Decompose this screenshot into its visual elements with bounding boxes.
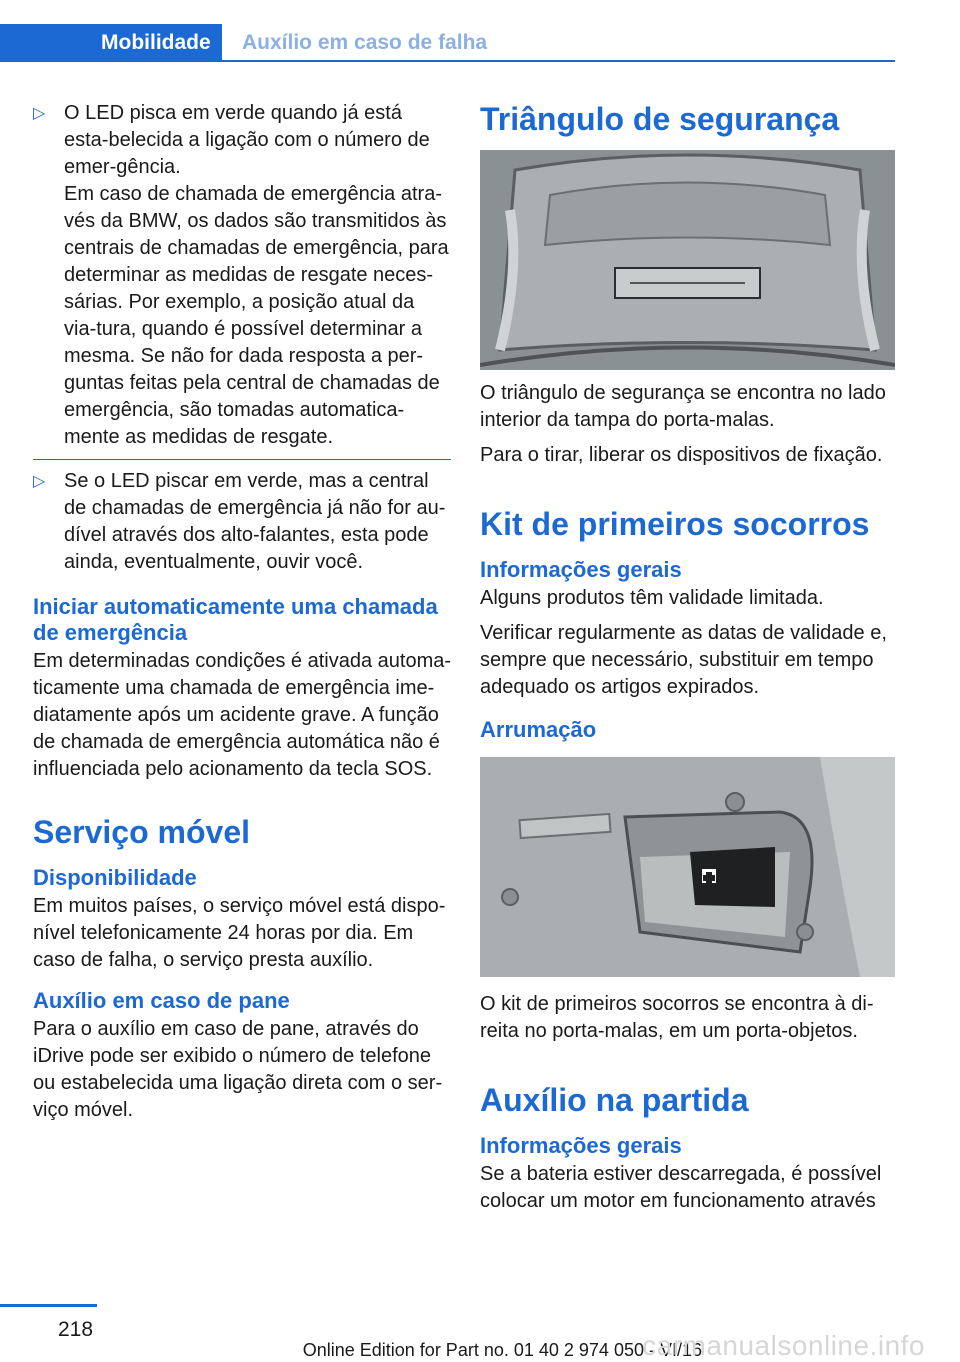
firstaid-text-1: Alguns produtos têm validade limitada. bbox=[480, 587, 824, 609]
breakdown-text: Para o auxílio em caso de pane, através do iDrive pode ser exibido o número de telefone ou estabelecida uma ligação direta com o ser-viço móvel. bbox=[33, 1018, 443, 1121]
trunk-firstaid-kit-image bbox=[480, 757, 895, 977]
left-column bbox=[33, 100, 451, 1124]
page-header bbox=[0, 24, 895, 62]
bullet-paragraph: O LED pisca em verde quando já está esta-belecida a ligação com o número de emer-gência. bbox=[64, 102, 430, 178]
edition-text: Online Edition for Part no. 01 40 2 974 050 - VI/16 bbox=[302, 1340, 702, 1360]
page-number: 218 bbox=[58, 1318, 94, 1341]
availability-heading: Disponibilidade bbox=[33, 865, 197, 890]
auto-call-heading: Iniciar automaticamente uma chamada de emergência bbox=[33, 594, 438, 645]
storage-text: O kit de primeiros socorros se encontra à di-reita no porta-malas, em um porta-objetos. bbox=[480, 993, 874, 1042]
jumpstart-info-heading: Informações gerais bbox=[480, 1133, 682, 1158]
mobile-service-title: Serviço móvel bbox=[33, 814, 250, 850]
triangle-bullet-icon: ▷ bbox=[33, 105, 46, 122]
breakdown-heading: Auxílio em caso de pane bbox=[33, 988, 290, 1013]
auto-call-text: Em determinadas condições é ativada automa-ticamente uma chamada de emergência ime-diatamente após um acidente grave. A função de chamada de emergência automática não é influenciada pelo acionamento da tecla SOS. bbox=[33, 650, 452, 780]
triangle-bullet-icon: ▷ bbox=[33, 473, 46, 490]
bullet-item bbox=[33, 468, 451, 576]
footer-rule bbox=[0, 1304, 97, 1307]
subsection-tab[interactable]: Auxílio em caso de falha bbox=[242, 31, 488, 54]
header-rule bbox=[222, 60, 895, 62]
general-info-heading: Informações gerais bbox=[480, 557, 682, 582]
right-column bbox=[480, 100, 895, 1215]
storage-heading: Arrumação bbox=[480, 717, 597, 742]
bullet-paragraph: Em caso de chamada de emergência atra-vés da BMW, os dados são transmitidos às centrais de chamadas de emergência, para determinar as medidas de resgate neces-sárias. Por exemplo, a posição atual da via-tura, quando é possível determinar a mesma. Se não for dada resposta a per-guntas feitas pela central de chamadas de emergência, são tomadas automatica-mente as medidas de resgate. bbox=[64, 183, 449, 448]
triangle-text-1: O triângulo de segurança se encontra no lado interior da tampa do porta-malas. bbox=[480, 382, 886, 431]
section-tab[interactable]: Mobilidade bbox=[0, 24, 222, 62]
availability-text: Em muitos países, o serviço móvel está dispo-nível telefonicamente 24 horas por dia. Em caso de falha, o serviço presta auxílio. bbox=[33, 895, 446, 971]
firstaid-text-2: Verificar regularmente as datas de validade e, sempre que necessário, substituir em tempo adequado os artigos expirados. bbox=[480, 622, 887, 698]
watermark: carmanualsonline.info bbox=[642, 1330, 925, 1361]
triangle-title: Triângulo de segurança bbox=[480, 101, 840, 137]
jumpstart-text: Se a bateria estiver descarregada, é possível colocar um motor em funcionamento através bbox=[480, 1163, 882, 1212]
firstaid-title: Kit de primeiros socorros bbox=[480, 506, 870, 542]
bullet-item bbox=[33, 100, 451, 451]
bullet-divider bbox=[33, 459, 451, 460]
jumpstart-title: Auxílio na partida bbox=[480, 1082, 749, 1118]
triangle-text-2: Para o tirar, liberar os dispositivos de fixação. bbox=[480, 444, 883, 466]
trunk-lid-triangle-image bbox=[480, 150, 895, 370]
bullet-paragraph: Se o LED piscar em verde, mas a central de chamadas de emergência já não for au-dível através dos alto-falantes, esta pode ainda, eventualmente, ouvir você. bbox=[64, 470, 446, 573]
